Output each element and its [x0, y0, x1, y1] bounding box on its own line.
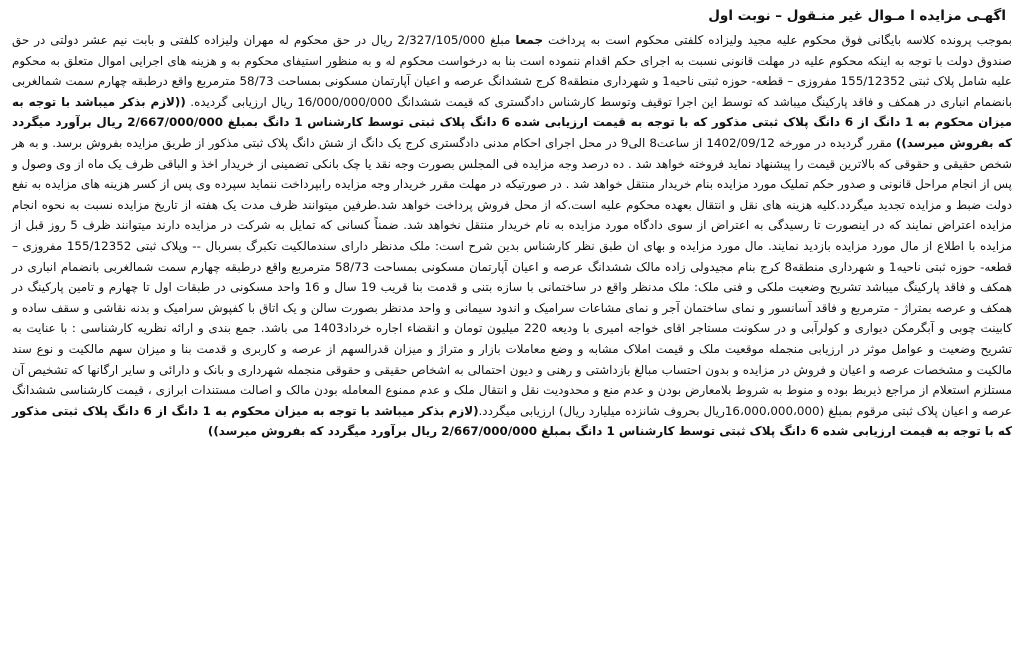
- notice-body-segment: مقرر گردیده در مورخه 1402/09/12 از ساعت8 الی9 در محل اجرای احکام مدنی دادگستری کرج یک دانگ از شش دانگ پلاک ثبتی مذکور از طریق مزایده بفروش برسد. و به هر شخص حقیقی و حقوقی که بالاترین قیمت را پیشنهاد نماید فروخته خواهد شد . ده درصد وجه مزایده فی المجلس بصورت وجه نقد یا چک بانکی تضمینی از خریدار اخذ و الباقی ظرف یک ماه از وی وصول و پس از انجام مراحل قانونی و صدور حکم تملیک مورد مزایده بنام خریدار منتقل خواهد شد . در صورتیکه در مهلت مقرر خریدار وجه مزایده رابپرداخت ننماید سپرده وی پس از کسر هزینه های مزایده به نفع دولت ضبط و مزایده تجدید میگردد.کلیه هزینه های نقل و انتقال بعهده محکوم علیه است.که از محل فروش پرداخت خواهد شد.طرفین میتوانند ظرف مدت یک هفته از تاریخ مزایده نسبت به نحوه انجام مزایده اعتراض نمایند که در اینصورت تا رسیدگی به اعتراض از سوی دادگاه مورد مزایده به نام خریدار منتقل نخواهد شد. ضمناً کسانی که تمایل به شرکت در مزایده دارند میتوانند ظرف 5 روز قبل از مزایده با اطلاع از مال مورد مزایده بازدید نمایند. مال مورد مزایده و بهای ان طبق نظر کارشناس بدین شرح است: ملک مدنظر دارای سندمالکیت تکبرگ بسربال -- وپلاک ثبتی 155/12352 مفروزی – قطعه- حوزه ثبتی ناحیه1 و شهرداری منطقه8 کرج بنام مجیدولی زاده مالک ششدانگ عرصه و اعیان آپارتمان مسکونی بمساحت 58/73 مترمربع واقع درطبقه چهارم سمت شمالغربی بانضمام انباری در همکف و فاقد پارکینگ میباشد تشریح وضعیت ملکی و فنی ملک: ملک مدنظر واقع در ساختمانی با سازه بتنی و قدمت بنا قریب 19 سال و 16 واحد مسکونی در طبقات اول تا چهارم و تامین پارکینگ در همکف و عرصه بمتراژ - مترمربع و فاقد آسانسور و نمای ساختمان آجر و نمای مشاعات سرامیک و اندود سیمانی و واحد مدنظر بصورت سالن و یک اتاق با کفپوش سرامیک و بدنه نقاشی و سقف ساده و کابینت چوبی و آبگرمکن دیواری و کولرآبی و در سکونت مستاجر اقای خواجه امیری با ودیعه 220 میلیون تومان و انقضاء اجاره خرداد1403 می باشد. جمع بندی و ارائه نظریه کارشناسی : با عنایت به تشریح وضعیت و عوامل موثر در ارزیابی منجمله موقعیت ملک و قیمت املاک مشابه و وضع معاملات بازار و متراژ و میزان قدرالسهم از عرصه و کاربری و قدمت بنا و میزان سهم مالکیت و نوع سند مالکیت و مشخصات عرصه و اعیان و فروش در مزایده و بدون احتساب مبالغ بازداشتی و رهنی و دیون احتمالی به اشخاص حقیقی و حقوقی منجمله شهرداری و بانک و دارائی و سایر ارگانها که تشخیص آن مستلزم استعلام از مراجع ذیربط بوده و منوط به شروط بلامعارض بودن و عدم منع و محدودیت نقل و انتقال ملک و عدم ممنوع المعامله بودن مالک و اصالت مستندات ابرازی ، قیمت کارشناسی ششدانگ عرصه و اعیان پلاک ثبتی مرقوم بمبلغ (16،000،000،000ریال بحروف شانزده میلیارد ریال) ارزیابی میگردد.: [12, 135, 1013, 418]
- notice-body-bold-clause: (لازم بذکر میباشد با توجه به میزان محکوم به 1 دانگ از 6 دانگ پلاک ثبتی مذکور که با توجه به قیمت ارزیابی شده 6 دانگ پلاک ثبتی توسط کارشناس 1 دانگ بمبلغ 2/667/000/000 ریال برآورد میگردد که بفروش میرسد)): [12, 403, 1012, 439]
- notice-body-bold-word: جمعا: [515, 33, 544, 47]
- notice-body-bold-clause: ((لازم بذکر میباشد با توجه به میزان محکوم به 1 دانگ از 6 دانگ پلاک ثبتی مذکور که با توجه به قیمت ارزیابی شده 6 دانگ پلاک ثبتی توسط کارشناس 1 دانگ بمبلغ 2/667/000/000 ریال برآورد میگردد که بفروش میرسد)): [12, 94, 1013, 150]
- notice-body-segment: بموجب پرونده کلاسه بایگانی فوق محکوم علیه مجید ولیزاده کلفتی محکوم است به پرداخت: [543, 33, 1012, 47]
- notice-body-segment: مبلغ 2/327/105/000 ریال در حق محکوم له مهران ولیزاده کلفتی و بابت نیم عشر دولتی در حق صندوق دولت با توجه به اینکه محکوم علیه در مهلت قانونی نسبت به اجرای حکم اقدام ننموده است بنا به درخواست محکوم له و به منظور استیفای محکوم به و هزینه های اجرایی اموال متعلق به محکوم علیه شامل پلاک ثبتی 155/12352 مفروزی – قطعه- حوزه ثبتی ناحیه1 و شهرداری منطقه8 کرج ششدانگ عرصه و اعیان آپارتمان مسکونی بمساحت 58/73 مترمربع واقع درطبقه چهارم سمت شمالغربی بانضمام انباری در همکف و فاقد پارکینگ میباشد که توسط این اجرا توقیف وتوسط کارشناس دادگستری که قیمت ششدانگ 16/000/000/000 ریال ارزیابی گردیده.: [12, 33, 1013, 109]
- notice-title: اگهـی مزایده ا مـوال غیر منـقول – نوبت اول: [708, 8, 1006, 24]
- notice-body: [12, 30, 1012, 442]
